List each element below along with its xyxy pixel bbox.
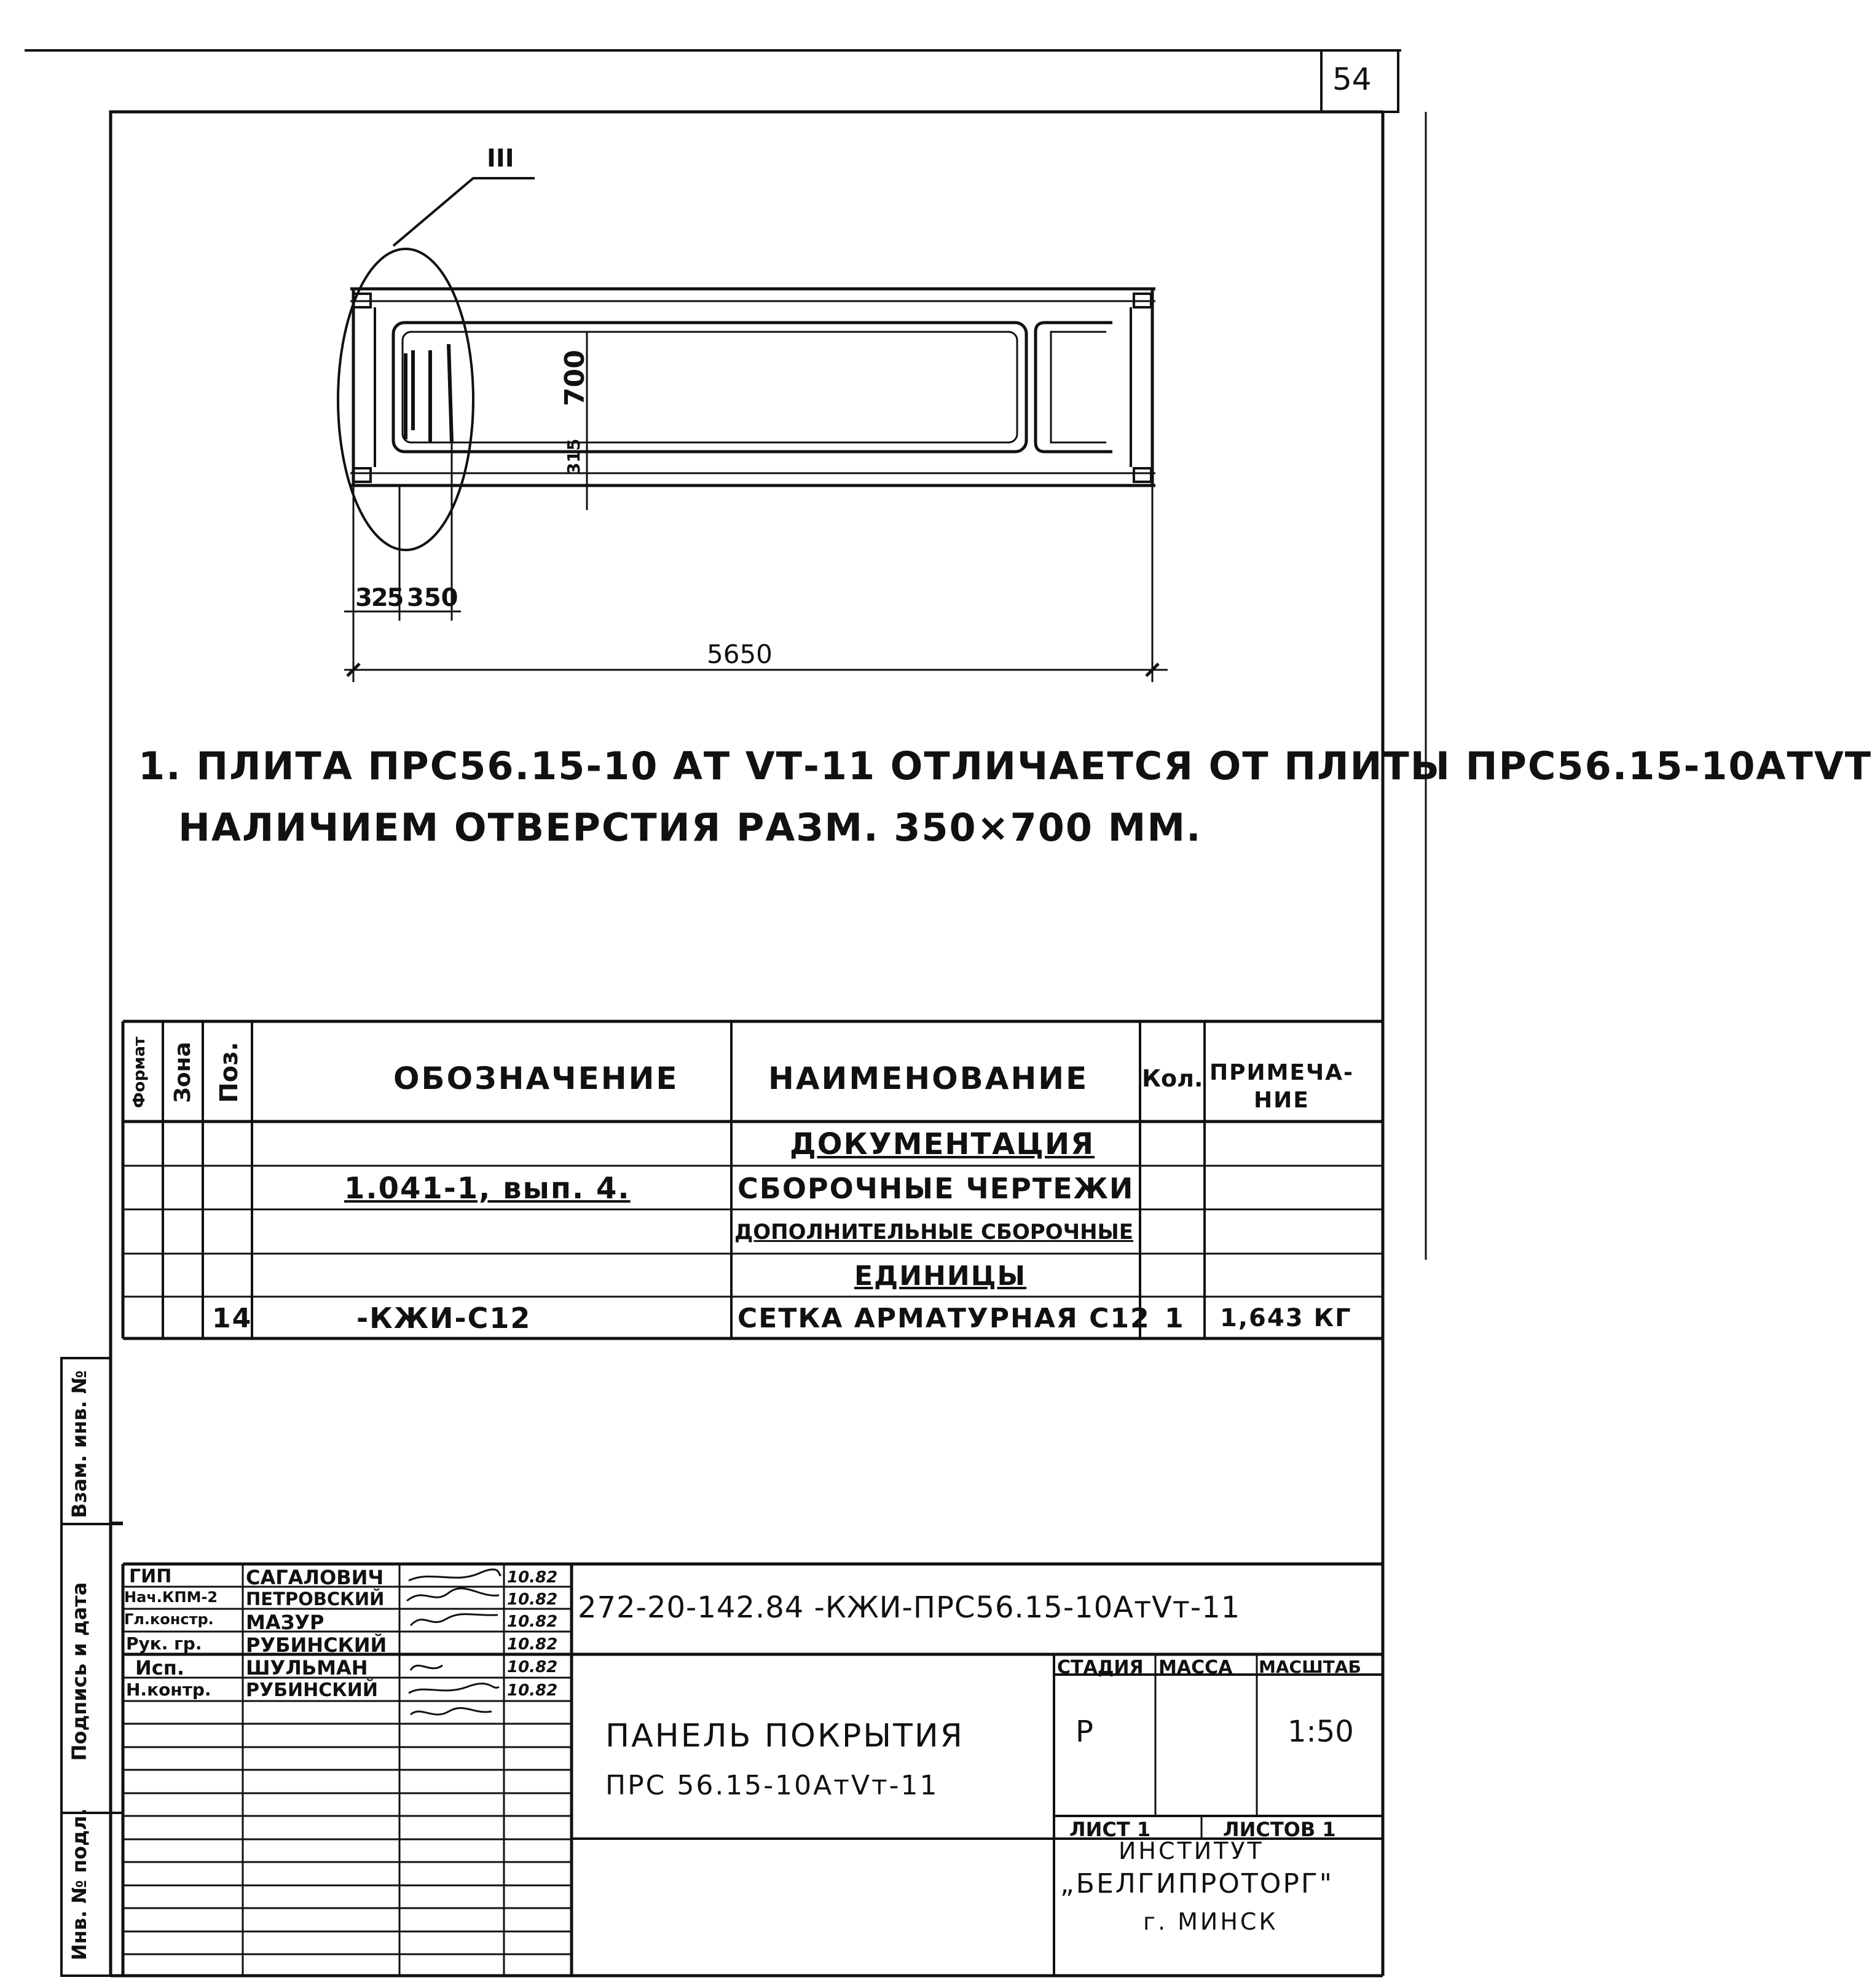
note-line-1: 1. ПЛИТА ПРС56.15-10 АТ VТ-11 ОТЛИЧАЕТСЯ ОТ ПЛИТЫ ПРС56.15-10АТVТ [138,744,1872,788]
product-title-line-1: ПАНЕЛЬ ПОКРЫТИЯ [605,1718,964,1754]
staff-name: ПЕТРОВСКИЙ [246,1589,385,1609]
staff-role: Рук. гр. [126,1633,202,1654]
spec-row-name: ДОКУМЕНТАЦИЯ [790,1127,1095,1161]
staff-role: Н.контр. [126,1680,211,1700]
staff-date: 10.82 [507,1613,558,1631]
section-mark-label: III [487,144,514,173]
staff-date: 10.82 [507,1658,558,1676]
col-pos-header: Поз. [215,1042,243,1103]
dim-rib: 315 [564,438,584,475]
staff-role: ГИП [129,1566,172,1587]
staff-role: Исп. [135,1656,185,1680]
staff-date: 10.82 [507,1635,558,1654]
col-note-header-2: НИЕ [1254,1088,1310,1113]
col-qty-header: Кол. [1142,1065,1203,1092]
spec-row-designation: 1.041-1, вып. 4. [344,1171,631,1206]
signatures [407,1570,501,1715]
dim-opening-width: 350 [407,584,458,612]
spec-row-name: СЕТКА АРМАТУРНАЯ С12 [737,1302,1150,1334]
staff-name: САГАЛОВИЧ [246,1566,384,1589]
sheet-label: ЛИСТ 1 [1069,1818,1151,1841]
org-line-2: „БЕЛГИПРОТОРГ" [1060,1868,1334,1900]
dim-total-length: 5650 [707,639,773,669]
spec-row-name: ЕДИНИЦЫ [854,1260,1027,1292]
stage-value: Р [1076,1715,1093,1749]
dim-left: 325 [355,584,403,612]
staff-role: Гл.констр. [124,1611,214,1628]
spec-row-name: ДОПОЛНИТЕЛЬНЫЕ СБОРОЧНЫЕ [734,1220,1133,1244]
org-line-3: г. МИНСК [1143,1908,1278,1935]
sheets-label: ЛИСТОВ 1 [1223,1818,1336,1841]
staff-name: РУБИНСКИЙ [246,1633,387,1657]
col-designation-header: ОБОЗНАЧЕНИЕ [393,1061,679,1096]
staff-name: ШУЛЬМАН [246,1656,368,1680]
staff-role: Нач.КПМ-2 [124,1589,218,1606]
scale-label: МАСШТАБ [1259,1657,1361,1677]
staff-name: РУБИНСКИЙ [246,1680,378,1701]
stamp-inv-original: Инв. № подл. [68,1808,91,1960]
mass-label: МАССА [1158,1657,1233,1678]
document-code: 272-20-142.84 -КЖИ-ПРС56.15-10АтVт-11 [578,1590,1241,1625]
panel-plan-drawing [338,178,1168,682]
org-line-1: ИНСТИТУТ [1119,1837,1264,1864]
col-zone-header: Зона [170,1042,195,1103]
staff-date: 10.82 [507,1568,558,1587]
note-line-2: НАЛИЧИЕМ ОТВЕРСТИЯ РАЗМ. 350×700 ММ. [178,805,1202,850]
spec-row-qty: 1 [1165,1302,1185,1334]
spec-row-note: 1,643 КГ [1220,1304,1352,1332]
staff-name: МАЗУР [246,1611,324,1634]
stamp-signature-date: Подпись и дата [68,1582,91,1761]
stage-label: СТАДИЯ [1057,1657,1144,1678]
spec-row-pos: 14 [212,1302,253,1334]
dim-opening-height: 700 [559,350,591,406]
scale-value: 1:50 [1288,1715,1354,1749]
spec-row-name: СБОРОЧНЫЕ ЧЕРТЕЖИ [737,1172,1135,1205]
page-number: 54 [1332,61,1372,97]
col-note-header-1: ПРИМЕЧА- [1209,1060,1354,1085]
product-title-line-2: ПРС 56.15-10АтVт-11 [605,1770,939,1801]
spec-row-designation: -КЖИ-С12 [356,1302,532,1335]
staff-date: 10.82 [507,1681,558,1700]
col-name-header: НАИМЕНОВАНИЕ [768,1061,1089,1096]
staff-date: 10.82 [507,1590,558,1609]
stamp-replaces-inv: Взам. инв. № [68,1370,91,1519]
col-format-header: Формат [130,1036,149,1109]
